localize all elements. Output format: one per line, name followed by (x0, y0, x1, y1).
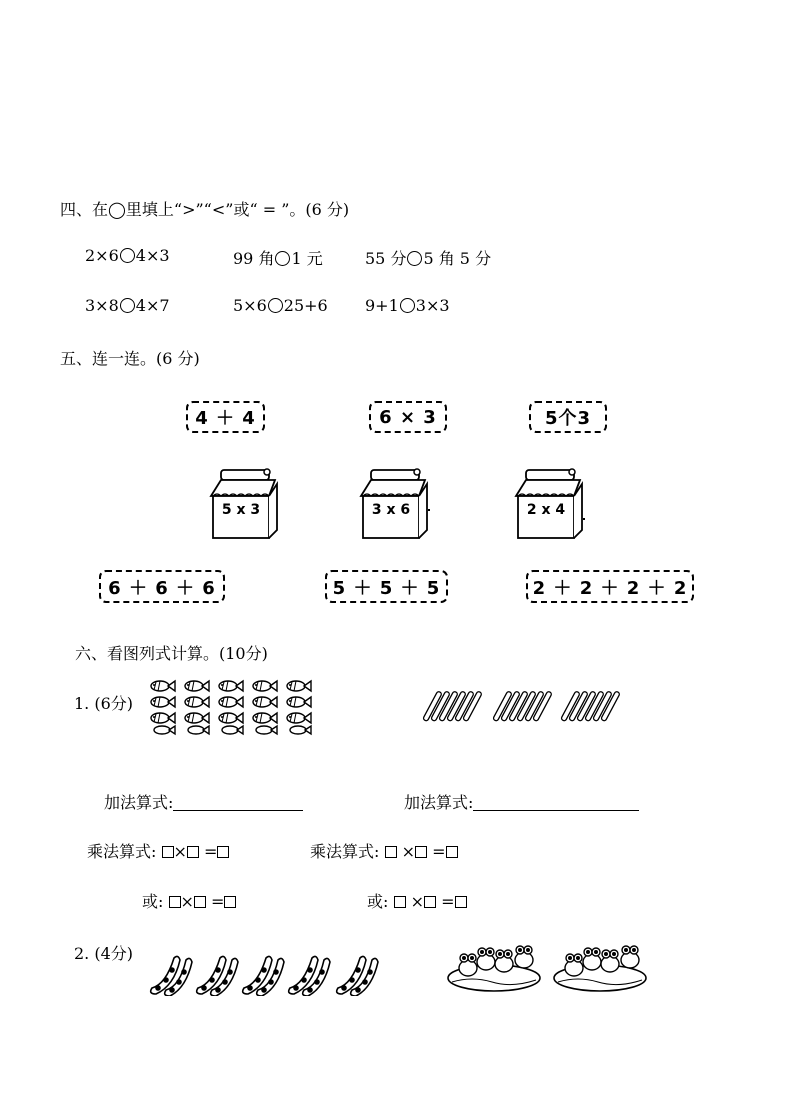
answer-circle[interactable] (120, 248, 135, 263)
question1-label: 1. (6分) (74, 694, 134, 713)
answer-box[interactable] (415, 846, 427, 858)
or-line: 或: × = (367, 889, 467, 912)
frogs-icon (446, 936, 656, 994)
house-label: 3 x 6 (371, 502, 411, 518)
compare-item: 5×6 25+6 (233, 296, 328, 315)
answer-box[interactable] (162, 846, 174, 858)
answer-box[interactable] (424, 896, 436, 908)
sticks-icon (420, 688, 620, 724)
bottom-expression-box[interactable]: 5 ＋ 5 ＋ 5 (325, 570, 448, 603)
house[interactable] (359, 466, 431, 542)
answer-box[interactable] (224, 896, 236, 908)
answer-box[interactable] (187, 846, 199, 858)
top-expression-box[interactable]: 5个3 (529, 401, 607, 433)
house-label: 5 x 3 (221, 502, 261, 518)
answer-circle[interactable] (275, 251, 290, 266)
answer-line[interactable] (473, 810, 639, 811)
multiplication-line: 乘法算式: × = (310, 839, 458, 862)
top-expression-box[interactable]: 6 × 3 (369, 401, 447, 433)
answer-line[interactable] (173, 810, 303, 811)
answer-circle[interactable] (407, 251, 422, 266)
answer-circle[interactable] (120, 298, 135, 313)
answer-box[interactable] (394, 896, 406, 908)
answer-box[interactable] (446, 846, 458, 858)
pea-pods-icon (146, 950, 382, 996)
answer-box[interactable] (455, 896, 467, 908)
answer-box[interactable] (169, 896, 181, 908)
section5-title: 五、连一连。(6 分) (60, 349, 200, 368)
bottom-expression-box[interactable]: 2 ＋ 2 ＋ 2 ＋ 2 (526, 570, 694, 603)
multiplication-line: 乘法算式: × = (87, 839, 229, 862)
compare-item: 2×6 4×3 (85, 246, 170, 265)
section4-title: 四、在◯里填上“>”“<”或“ = ”。(6 分) (60, 200, 350, 219)
answer-box[interactable] (385, 846, 397, 858)
fish-group-icon (146, 677, 316, 739)
section6-title: 六、看图列式计算。(10分) (75, 644, 268, 663)
answer-circle[interactable] (268, 298, 283, 313)
answer-circle[interactable] (400, 298, 415, 313)
answer-box[interactable] (194, 896, 206, 908)
answer-box[interactable] (217, 846, 229, 858)
addition-line: 加法算式: (404, 790, 639, 813)
match-dot (583, 518, 585, 520)
compare-item: 55 分 5 角 5 分 (365, 249, 492, 268)
house[interactable] (209, 466, 281, 542)
addition-line: 加法算式: (104, 790, 303, 813)
or-line: 或: × = (142, 889, 236, 912)
question2-label: 2. (4分) (74, 944, 134, 963)
house-label: 2 x 4 (526, 502, 566, 518)
compare-item: 99 角 1 元 (233, 249, 323, 268)
bottom-expression-box[interactable]: 6 ＋ 6 ＋ 6 (99, 570, 225, 603)
match-dot (428, 509, 430, 511)
compare-item: 3×8 4×7 (85, 296, 170, 315)
house[interactable] (514, 466, 586, 542)
top-expression-box[interactable]: 4 ＋ 4 (186, 401, 265, 433)
compare-item: 9+1 3×3 (365, 296, 450, 315)
